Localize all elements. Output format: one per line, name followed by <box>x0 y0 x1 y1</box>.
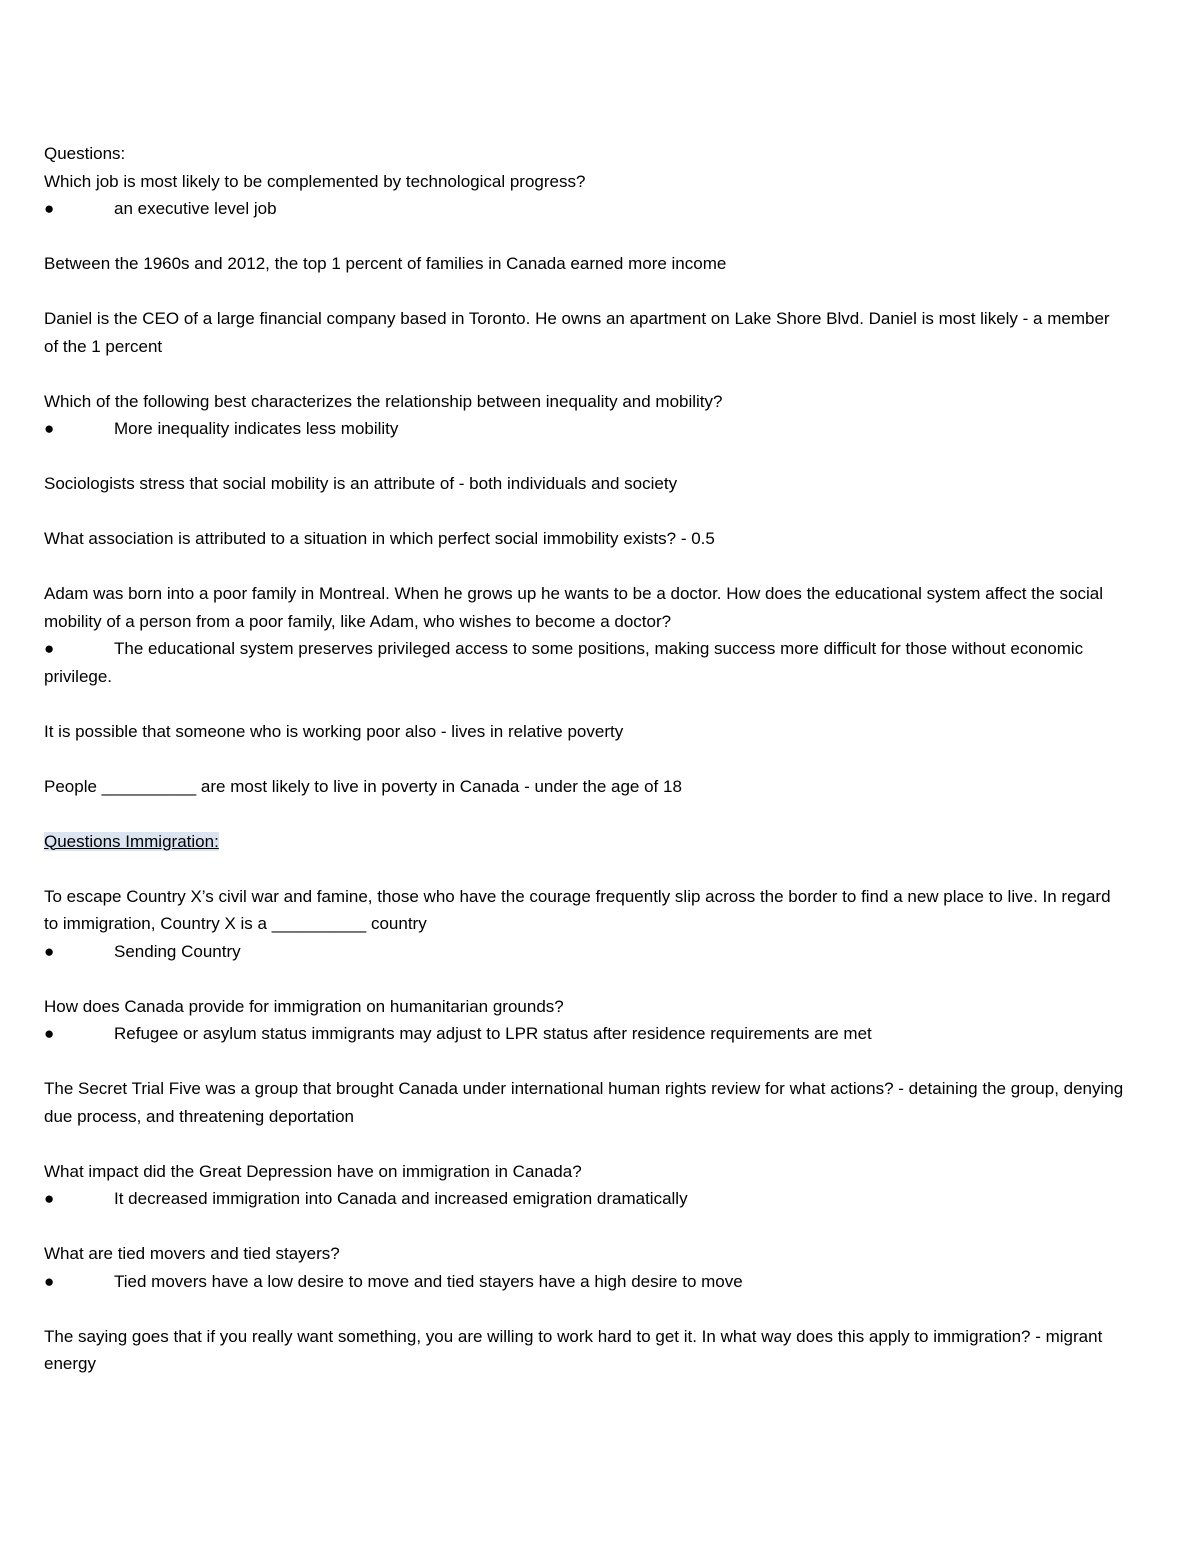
bullet-icon: ● <box>44 639 55 658</box>
bullet-icon: ● <box>44 1024 55 1043</box>
answer-text: an executive level job <box>114 199 277 218</box>
statement-text: The Secret Trial Five was a group that brought Canada under international human rights review for what actions? - detaining the group, denying due process, and threatening deportation <box>44 1079 1124 1126</box>
bullet-icon: ● <box>44 1271 55 1291</box>
question-text: What are tied movers and tied stayers? <box>44 1244 340 1263</box>
bullet-icon: ● <box>44 199 55 218</box>
question-text: Which of the following best characterizes the relationship between inequality and mobility? <box>44 391 723 411</box>
statement-text: The saying goes that if you really want something, you are willing to work hard to get it. In what way does this apply to immigration? - migrant energy <box>44 1326 1103 1373</box>
statement-text: Sociologists stress that social mobility is an attribute of - both individuals and society <box>44 474 678 493</box>
section-heading-immigration: Questions Immigration: <box>44 831 219 851</box>
statement-text: People __________ are most likely to live in poverty in Canada - under the age of 18 <box>44 776 682 796</box>
answer-bullet-item <box>44 415 1124 443</box>
section-heading-questions: Questions: <box>44 144 126 163</box>
answer-text: Refugee or asylum status immigrants may adjust to LPR status after residence requirements are met <box>114 1024 872 1043</box>
answer-text: Tied movers have a low desire to move and tied stayers have a high desire to move <box>114 1271 743 1291</box>
answer-text: It decreased immigration into Canada and increased emigration dramatically <box>114 1189 688 1208</box>
answer-text: More inequality indicates less mobility <box>114 419 399 438</box>
question-text: Which job is most likely to be complemented by technological progress? <box>44 171 586 191</box>
document-page <box>44 140 1124 1378</box>
question-text: To escape Country X’s civil war and famine, those who have the courage frequently slip across the border to find a new place to live. In regard to immigration, Country X is a __________ country <box>44 886 1111 933</box>
statement-text: Daniel is the CEO of a large financial company based in Toronto. He owns an apartment on Lake Shore Blvd. Daniel is most likely - a member of the 1 percent <box>44 309 1110 356</box>
answer-text: Sending Country <box>114 941 241 961</box>
bullet-icon: ● <box>44 1189 55 1208</box>
bullet-icon: ● <box>44 941 55 961</box>
statement-text: Between the 1960s and 2012, the top 1 percent of families in Canada earned more income <box>44 254 727 273</box>
question-text: Adam was born into a poor family in Montreal. When he grows up he wants to be a doctor. How does the educational system affect the social mobility of a person from a poor family, like Adam, who wishes to become a doctor? <box>44 584 1103 631</box>
statement-text: It is possible that someone who is working poor also - lives in relative poverty <box>44 721 624 741</box>
question-text: What impact did the Great Depression have on immigration in Canada? <box>44 1161 582 1181</box>
statement-text: What association is attributed to a situation in which perfect social immobility exists? - 0.5 <box>44 529 715 548</box>
answer-bullet-item <box>44 635 1124 690</box>
question-text: How does Canada provide for immigration on humanitarian grounds? <box>44 996 564 1016</box>
answer-bullet-item <box>44 195 1124 223</box>
answer-bullet-item <box>44 1185 1124 1213</box>
answer-bullet-item <box>44 1020 1124 1048</box>
answer-bullet-item <box>44 938 1124 966</box>
answer-text: The educational system preserves privileged access to some positions, making success more difficult for those without economic privilege. <box>44 639 1084 686</box>
answer-bullet-item <box>44 1268 1124 1296</box>
bullet-icon: ● <box>44 419 55 438</box>
